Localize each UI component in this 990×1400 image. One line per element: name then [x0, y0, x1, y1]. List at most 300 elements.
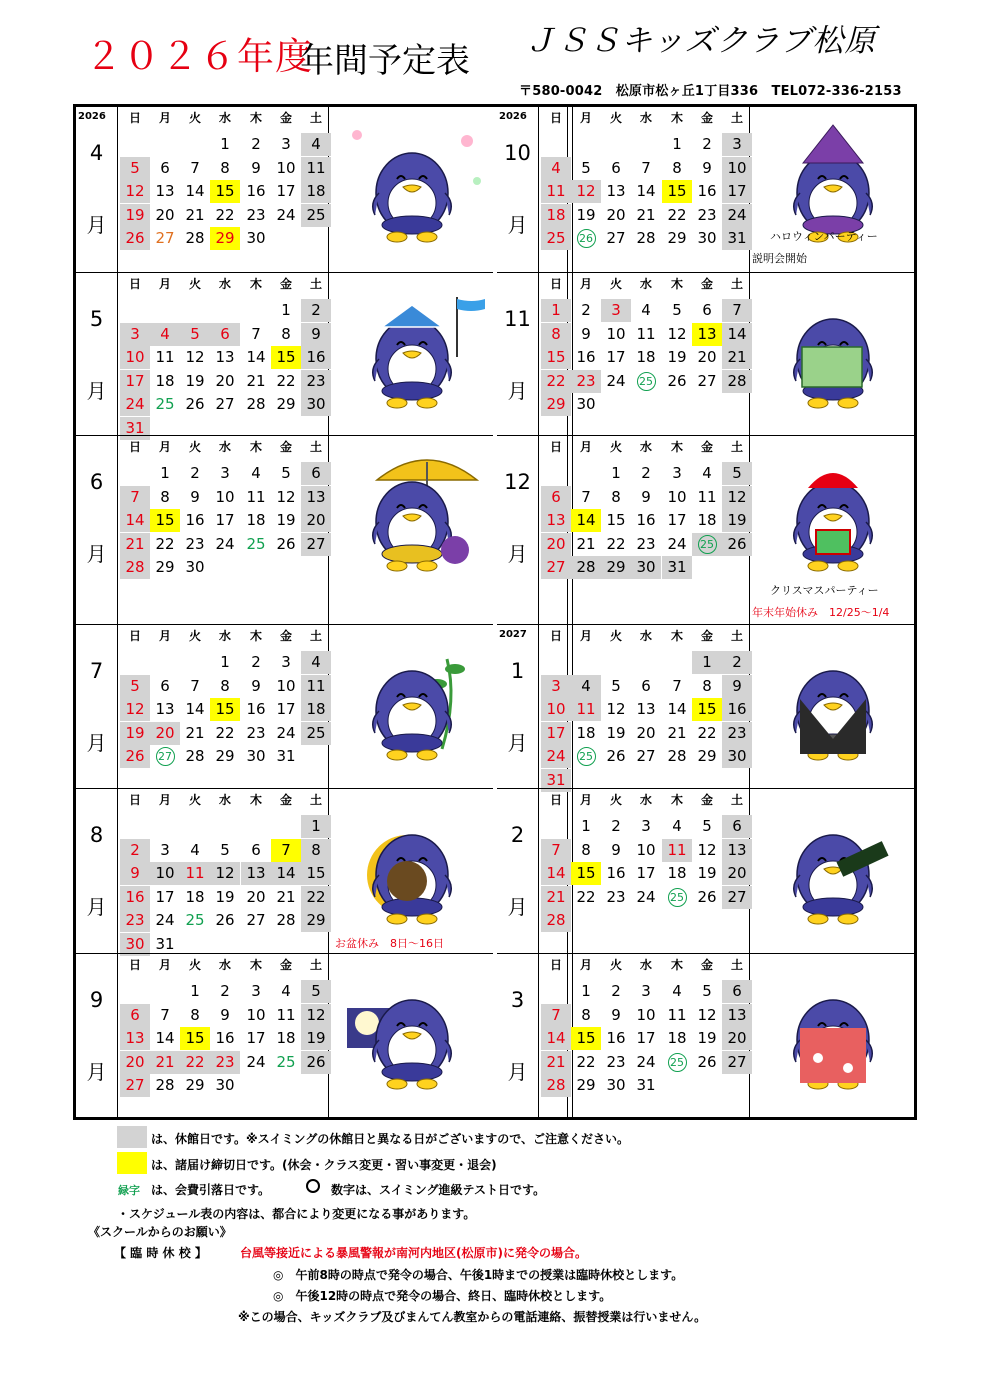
day-cell: 26 — [185, 395, 205, 413]
day-cell: 30 — [631, 556, 661, 579]
day-cell: 1 — [220, 135, 230, 153]
day-cell: 12 — [276, 487, 296, 506]
day-cell: 5 — [281, 464, 291, 482]
day-cell: 13 — [636, 700, 656, 718]
day-cell: 21 — [185, 723, 205, 742]
day-cell: 8 — [702, 676, 712, 695]
month-suffix: 月 — [507, 542, 528, 566]
day-cell: 5 — [702, 817, 712, 835]
day-cell: 6 — [301, 462, 331, 485]
weekday-header: 水 — [639, 958, 652, 972]
weekday-header: 木 — [249, 958, 262, 972]
day-cell: 27 — [541, 556, 571, 579]
month-suffix: 月 — [507, 1060, 528, 1084]
day-cell: 19 — [697, 864, 717, 882]
day-cell: 28 — [636, 229, 656, 247]
day-cell: 6 — [541, 486, 571, 509]
weekday-header: 土 — [309, 440, 322, 454]
day-cell: 11 — [697, 487, 717, 506]
day-cell: 6 — [160, 676, 170, 695]
weekday-header: 土 — [730, 958, 743, 972]
day-cell: 14 — [185, 700, 205, 718]
month-block-aug — [76, 788, 493, 953]
month-suffix: 月 — [86, 542, 107, 566]
day-cell: 18 — [276, 1029, 296, 1047]
weekday-header: 月 — [579, 440, 592, 454]
day-cell: 24 — [667, 534, 687, 553]
legend-green-word: 緑字 — [118, 1184, 140, 1197]
day-cell: 9 — [220, 1005, 230, 1024]
day-cell: 22 — [576, 887, 596, 906]
illustration-area — [750, 107, 914, 272]
day-cell: 24 — [636, 887, 656, 906]
day-cell: 16 — [722, 698, 752, 721]
day-cell: 27 — [606, 229, 626, 247]
day-cell: 10 — [722, 157, 752, 180]
day-cell: 17 — [120, 370, 150, 393]
day-cell: 21 — [541, 886, 571, 909]
weekday-header: 月 — [158, 793, 171, 807]
day-cell: 20 — [215, 371, 235, 390]
day-cell: 28 — [155, 1076, 175, 1094]
month-number: 7 — [89, 659, 104, 683]
month-suffix: 月 — [86, 379, 107, 403]
page-title: 年間予定表 — [300, 41, 470, 81]
day-cell: 20 — [697, 348, 717, 366]
weekday-header: 木 — [249, 277, 262, 291]
day-cell — [692, 533, 722, 556]
day-cell: 12 — [571, 180, 601, 203]
day-cell: 17 — [722, 180, 752, 203]
day-grid — [538, 107, 750, 272]
day-cell — [571, 227, 601, 250]
weekday-header: 月 — [579, 958, 592, 972]
day-cell: 13 — [541, 509, 571, 532]
day-cell: 24 — [276, 723, 296, 742]
notice-condition: 台風等接近による暴風警報が南河内地区(松原市)に発令の場合。 — [240, 1246, 587, 1260]
day-cell: 18 — [185, 887, 205, 906]
weekday-header: 火 — [609, 440, 622, 454]
day-cell: 15 — [571, 862, 601, 885]
legend-deadline: は、諸届け締切日です。(休会・クラス変更・習い事変更・退会) — [151, 1158, 497, 1172]
day-cell: 29 — [185, 1076, 205, 1094]
weekday-header: 日 — [128, 111, 141, 125]
day-cell: 2 — [220, 982, 230, 1000]
month-block-apr — [76, 107, 493, 272]
penguin-mascot-illustration — [758, 639, 908, 769]
weekday-header: 金 — [700, 111, 713, 125]
day-cell: 4 — [190, 840, 200, 859]
day-cell: 2 — [190, 464, 200, 482]
day-cell: 16 — [606, 864, 626, 882]
month-number: 9 — [89, 988, 104, 1012]
weekday-header: 日 — [128, 440, 141, 454]
day-cell: 13 — [722, 839, 752, 862]
day-cell: 18 — [541, 204, 571, 227]
month-block-oct — [497, 107, 914, 272]
penguin-mascot-illustration — [337, 968, 487, 1098]
weekday-header: 木 — [249, 111, 262, 125]
day-cell: 26 — [722, 533, 752, 556]
day-cell: 12 — [667, 324, 687, 343]
day-cell: 6 — [611, 158, 621, 177]
weekday-header: 火 — [188, 958, 201, 972]
day-cell: 3 — [220, 464, 230, 482]
day-cell: 31 — [722, 227, 752, 250]
day-cell: 11 — [301, 157, 331, 180]
day-cell: 29 — [276, 395, 296, 413]
month-caption: クリスマスパーティー — [770, 584, 879, 597]
day-cell: 27 — [215, 395, 235, 413]
day-cell: 12 — [185, 348, 205, 366]
day-cell: 2 — [702, 135, 712, 153]
weekday-header: 月 — [158, 111, 171, 125]
day-cell: 17 — [606, 348, 626, 366]
day-cell: 20 — [150, 722, 180, 745]
day-cell: 13 — [692, 323, 722, 346]
day-cell: 12 — [301, 1004, 331, 1027]
day-cell: 5 — [722, 462, 752, 485]
day-cell: 22 — [606, 534, 626, 553]
day-cell: 27 — [120, 1074, 150, 1097]
day-cell: 29 — [541, 393, 571, 416]
day-cell: 14 — [246, 348, 266, 366]
day-cell: 28 — [120, 556, 150, 579]
notice-rule-2: ◎ 午後12時の時点で発令の場合、終日、臨時休校とします。 — [273, 1289, 612, 1303]
day-cell: 15 — [541, 346, 571, 369]
day-cell: 9 — [301, 323, 331, 346]
weekday-header: 金 — [700, 277, 713, 291]
month-block-jun — [76, 435, 493, 624]
weekday-header: 日 — [128, 958, 141, 972]
day-cell: 15 — [606, 511, 626, 529]
day-cell: 14 — [185, 182, 205, 200]
weekday-header: 日 — [549, 958, 562, 972]
day-cell: 1 — [611, 464, 621, 482]
weekday-header: 水 — [639, 793, 652, 807]
weekday-header: 木 — [249, 793, 262, 807]
day-cell: 8 — [611, 487, 621, 506]
day-cell: 15 — [271, 346, 301, 369]
day-cell: 15 — [692, 698, 722, 721]
day-cell: 28 — [541, 909, 571, 932]
weekday-header: 土 — [730, 111, 743, 125]
day-cell: 14 — [541, 862, 571, 885]
illustration-area — [329, 273, 493, 435]
month-caption: 説明会開始 — [752, 252, 807, 265]
day-cell: 3 — [120, 323, 150, 346]
weekday-header: 日 — [128, 793, 141, 807]
day-cell: 30 — [606, 1076, 626, 1094]
day-cell: 24 — [606, 371, 626, 390]
day-cell: 21 — [667, 723, 687, 742]
month-number: 11 — [504, 307, 531, 331]
day-cell: 13 — [301, 486, 331, 509]
month-block-jul — [76, 624, 493, 788]
day-cell: 15 — [571, 1027, 601, 1050]
test-day-circle: 25 — [577, 747, 596, 766]
day-cell: 25 — [301, 722, 331, 745]
day-cell: 4 — [571, 675, 601, 698]
day-cell: 15 — [180, 1027, 210, 1050]
month-block-dec — [497, 435, 914, 624]
day-cell: 21 — [185, 205, 205, 224]
penguin-mascot-illustration — [758, 968, 908, 1098]
weekday-header: 土 — [309, 958, 322, 972]
weekday-header: 日 — [549, 111, 562, 125]
day-cell: 15 — [301, 862, 331, 885]
day-cell: 10 — [541, 698, 571, 721]
day-cell: 10 — [636, 840, 656, 859]
illustration-area — [750, 625, 914, 788]
day-cell: 20 — [722, 862, 752, 885]
weekday-header: 月 — [158, 958, 171, 972]
day-cell: 5 — [672, 301, 682, 319]
day-cell: 2 — [641, 464, 651, 482]
day-cell: 18 — [155, 371, 175, 390]
day-cell: 7 — [251, 324, 261, 343]
day-cell: 31 — [662, 556, 692, 579]
month-number: 5 — [89, 307, 104, 331]
day-cell: 17 — [541, 722, 571, 745]
day-cell: 12 — [120, 698, 150, 721]
day-cell: 28 — [541, 1074, 571, 1097]
day-cell: 13 — [155, 182, 175, 200]
day-cell: 22 — [667, 205, 687, 224]
day-cell: 29 — [301, 909, 331, 932]
day-cell: 20 — [155, 205, 175, 224]
day-cell: 14 — [271, 862, 301, 885]
day-cell: 24 — [155, 911, 175, 929]
day-cell: 18 — [697, 511, 717, 529]
day-cell: 22 — [541, 370, 571, 393]
day-cell: 9 — [702, 158, 712, 177]
day-cell: 10 — [276, 676, 296, 695]
illustration-area — [329, 954, 493, 1118]
day-cell: 27 — [722, 886, 752, 909]
day-cell: 31 — [120, 417, 150, 440]
day-cell: 16 — [606, 1029, 626, 1047]
day-cell: 2 — [611, 982, 621, 1000]
day-cell: 10 — [606, 324, 626, 343]
day-cell: 13 — [120, 1027, 150, 1050]
penguin-mascot-illustration — [337, 450, 487, 580]
day-cell: 17 — [276, 182, 296, 200]
weekday-header: 火 — [609, 793, 622, 807]
day-cell: 6 — [120, 1004, 150, 1027]
day-cell: 17 — [246, 1029, 266, 1047]
penguin-mascot-illustration — [758, 287, 908, 417]
day-cell: 12 — [697, 1005, 717, 1024]
day-cell: 21 — [276, 887, 296, 906]
day-cell: 21 — [636, 205, 656, 224]
weekday-header: 月 — [158, 277, 171, 291]
day-cell: 24 — [722, 204, 752, 227]
day-cell: 19 — [215, 887, 235, 906]
day-cell: 29 — [667, 229, 687, 247]
day-cell: 12 — [722, 486, 752, 509]
day-cell: 29 — [215, 747, 235, 765]
day-cell: 26 — [276, 534, 296, 553]
day-cell: 23 — [636, 534, 656, 553]
day-cell: 26 — [697, 887, 717, 906]
day-cell: 4 — [251, 464, 261, 482]
day-cell — [571, 745, 601, 768]
month-block-feb — [497, 788, 914, 953]
day-cell: 24 — [276, 205, 296, 224]
day-cell: 21 — [150, 1051, 180, 1074]
day-cell: 11 — [276, 1005, 296, 1024]
month-suffix: 月 — [86, 895, 107, 919]
day-cell: 18 — [576, 723, 596, 742]
weekday-header: 金 — [279, 277, 292, 291]
day-grid — [538, 273, 750, 435]
day-cell: 7 — [641, 158, 651, 177]
day-cell: 21 — [541, 1051, 571, 1074]
year-label: 2026 — [78, 111, 106, 122]
weekday-header: 日 — [128, 277, 141, 291]
day-cell: 26 — [120, 745, 150, 768]
day-cell — [662, 1051, 692, 1074]
day-cell: 14 — [541, 1027, 571, 1050]
day-cell: 17 — [636, 864, 656, 882]
month-number: 12 — [504, 470, 531, 494]
day-cell: 15 — [150, 509, 180, 532]
penguin-mascot-illustration — [337, 287, 487, 417]
weekday-header: 火 — [188, 793, 201, 807]
day-cell: 12 — [606, 700, 626, 718]
weekday-header: 金 — [279, 793, 292, 807]
day-cell: 18 — [246, 511, 266, 529]
day-cell: 15 — [210, 698, 240, 721]
day-cell: 3 — [601, 299, 631, 322]
notice-rule-1: ◎ 午前8時の時点で発令の場合、午後1時までの授業は臨時休校とします。 — [273, 1268, 684, 1282]
day-cell: 1 — [301, 815, 331, 838]
day-cell: 8 — [220, 676, 230, 695]
weekday-header: 火 — [188, 629, 201, 643]
day-cell: 14 — [667, 700, 687, 718]
day-grid — [538, 436, 750, 624]
illustration-area — [750, 273, 914, 435]
weekday-header: 金 — [279, 111, 292, 125]
day-cell: 20 — [541, 533, 571, 556]
day-cell: 3 — [641, 817, 651, 835]
day-cell: 29 — [601, 556, 631, 579]
day-cell: 11 — [246, 487, 266, 506]
day-cell: 26 — [606, 747, 626, 765]
day-cell: 13 — [722, 1004, 752, 1027]
day-cell: 3 — [281, 135, 291, 153]
title-year: ２０２６年度 — [85, 35, 313, 78]
year-label: 2027 — [499, 629, 527, 640]
day-cell: 29 — [576, 1076, 596, 1094]
penguin-mascot-illustration — [337, 121, 487, 251]
day-cell: 6 — [210, 323, 240, 346]
day-cell: 4 — [672, 817, 682, 835]
day-cell: 11 — [571, 698, 601, 721]
day-cell: 14 — [155, 1029, 175, 1047]
day-cell: 28 — [185, 229, 205, 247]
month-number: 10 — [504, 141, 531, 165]
day-cell: 19 — [185, 371, 205, 390]
day-cell: 18 — [301, 698, 331, 721]
weekday-header: 水 — [218, 629, 231, 643]
day-cell: 8 — [160, 487, 170, 506]
day-cell: 25 — [155, 395, 175, 413]
day-cell: 19 — [301, 1027, 331, 1050]
day-cell: 18 — [667, 1029, 687, 1047]
day-cell: 3 — [541, 675, 571, 698]
day-cell: 16 — [185, 511, 205, 529]
day-cell: 24 — [541, 745, 571, 768]
weekday-header: 土 — [309, 629, 322, 643]
day-cell: 25 — [276, 1052, 296, 1071]
day-cell: 12 — [120, 180, 150, 203]
day-cell: 11 — [541, 180, 571, 203]
day-cell: 22 — [576, 1052, 596, 1071]
day-cell: 8 — [281, 324, 291, 343]
day-cell: 7 — [190, 676, 200, 695]
day-cell: 20 — [606, 205, 626, 224]
day-cell: 26 — [215, 911, 235, 929]
day-cell: 10 — [636, 1005, 656, 1024]
day-cell: 28 — [246, 395, 266, 413]
closed-swatch — [117, 1126, 147, 1148]
day-cell: 4 — [641, 301, 651, 319]
day-cell: 30 — [576, 395, 596, 413]
day-cell: 4 — [301, 651, 331, 674]
month-caption: お盆休み 8日～16日 — [335, 937, 444, 950]
weekday-header: 土 — [730, 629, 743, 643]
day-cell: 19 — [120, 722, 150, 745]
day-cell: 29 — [210, 227, 240, 250]
weekday-header: 火 — [188, 277, 201, 291]
day-cell: 16 — [246, 700, 266, 718]
month-number: 6 — [89, 470, 104, 494]
day-cell: 30 — [722, 745, 752, 768]
day-cell: 8 — [301, 839, 331, 862]
day-cell: 22 — [276, 371, 296, 390]
day-cell: 28 — [722, 370, 752, 393]
month-number: 4 — [89, 141, 104, 165]
day-cell: 9 — [251, 158, 261, 177]
month-block-sep — [76, 953, 493, 1118]
day-cell: 20 — [301, 509, 331, 532]
day-cell: 26 — [697, 1052, 717, 1071]
day-cell: 3 — [672, 464, 682, 482]
day-cell: 26 — [667, 371, 687, 390]
day-cell: 30 — [697, 229, 717, 247]
day-cell: 23 — [606, 887, 626, 906]
day-grid — [538, 625, 750, 788]
day-cell: 31 — [276, 747, 296, 765]
day-cell: 4 — [672, 982, 682, 1000]
day-cell: 6 — [641, 676, 651, 695]
organization-name: ＪＳＳキッズクラブ松原 — [525, 23, 877, 59]
day-cell: 3 — [722, 133, 752, 156]
weekday-header: 土 — [730, 440, 743, 454]
test-day-circle: 26 — [577, 229, 596, 248]
day-cell: 14 — [571, 509, 601, 532]
weekday-header: 日 — [549, 440, 562, 454]
weekday-header: 水 — [639, 629, 652, 643]
day-cell: 9 — [641, 487, 651, 506]
weekday-header: 月 — [579, 277, 592, 291]
day-cell: 23 — [722, 722, 752, 745]
day-cell: 30 — [301, 393, 331, 416]
day-cell: 1 — [541, 299, 571, 322]
day-cell: 23 — [697, 205, 717, 224]
